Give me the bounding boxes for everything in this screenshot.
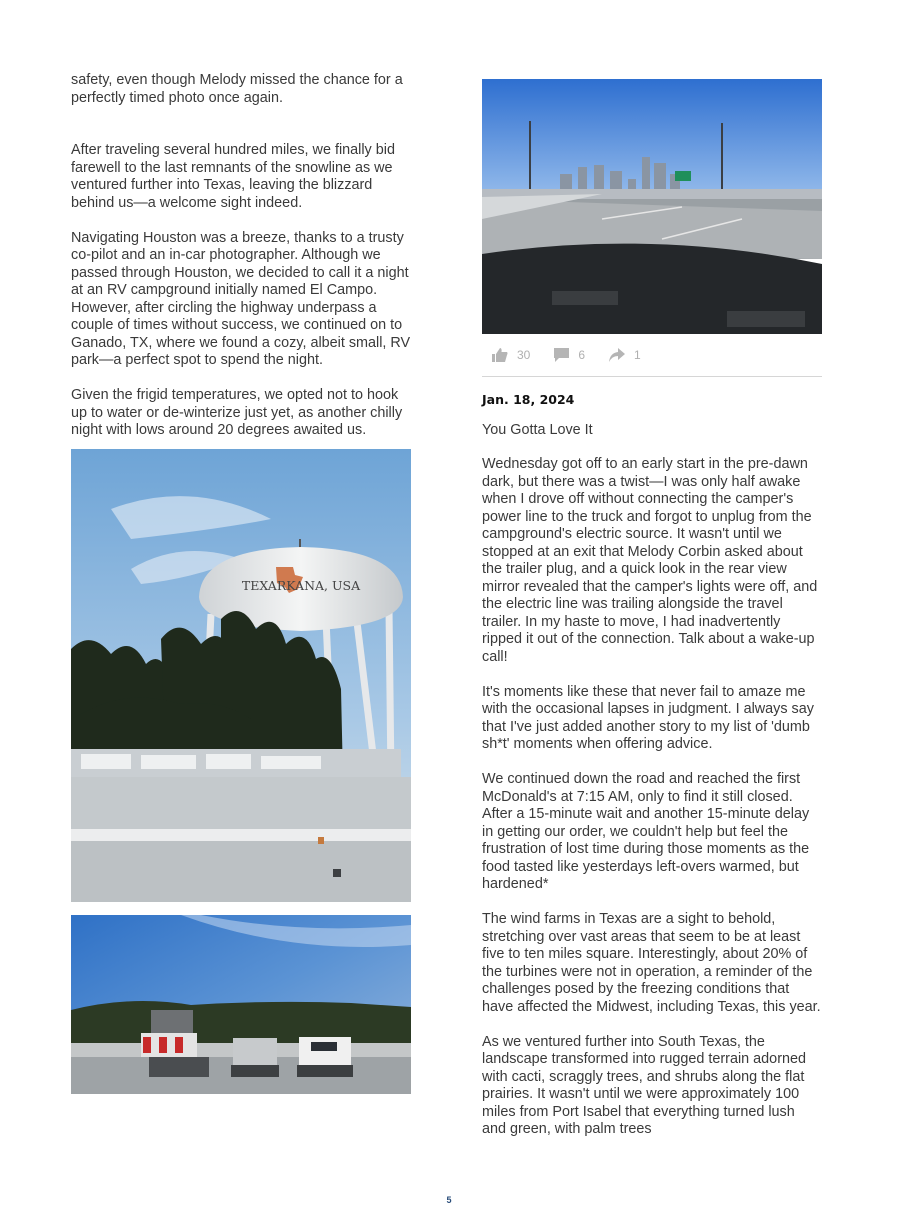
paragraph: Given the frigid temperatures, we opted not to hook up to water or de-winterize just yet, as another chilly night with lows around 20 degrees awaited us.: [71, 387, 403, 438]
share-button[interactable]: [609, 348, 641, 362]
page-number: 5: [446, 1195, 452, 1205]
paragraph: Wednesday got off to an early start in the pre-dawn dark, but there was a twist—I was only half awake when I drove off without connecting the camper's power line to the truck and forgot to unplug from the campground's electric source. It wasn't until we stopped at an exit that Melody Corbin asked about the trailer plug, and a quick look in the rear view mirror revealed that the camper's lights were off, and the electric line was trailing alongside the travel trailer. In my haste to move, I had inadvertently ripped it out of the connection. Talk about a wake-up call!: [482, 456, 818, 665]
comment-button[interactable]: [554, 348, 585, 362]
like-count: 30: [517, 348, 531, 362]
comment-count: 6: [578, 348, 586, 362]
water-tower-lettering: TEXARKANA, USA: [241, 577, 361, 593]
post-date: Jan. 18, 2024: [482, 392, 575, 407]
paragraph: The wind farms in Texas are a sight to behold, stretching over vast areas that seem to be at least five to ten miles square. Interestingly, about 20% of the turbines were not in operation, a reminder of the challenges posed by the freezing conditions that have affected the Midwest, including Texas, this year.: [482, 911, 821, 1015]
paragraph: Navigating Houston was a breeze, thanks to a trusty co-pilot and an in-car photographer. Although we passed through Houston, we decided to call it a night at an RV campground initially named El Campo. However, after circling the highway underpass a couple of times without success, we continued on to Ganado, TX, where we found a cozy, albeit small, RV park—a perfect spot to spend the night.: [71, 229, 411, 368]
paragraph: As we ventured further into South Texas, the landscape transformed into rugged terrain adorned with cacti, scraggly trees, and shrubs along the flat prairies. It wasn't until we were approximately 100 miles from Port Isabel that everything turned lush and green, with palm trees: [482, 1033, 806, 1137]
water-tower-photo: [71, 449, 411, 902]
post-title: You Gotta Love It: [482, 422, 593, 438]
thumbs-up-icon: [492, 348, 508, 362]
social-actions-bar: [482, 334, 822, 377]
share-icon: [609, 348, 625, 362]
highway-traffic-photo: [71, 915, 411, 1094]
like-button[interactable]: [492, 348, 530, 362]
share-count: 1: [634, 348, 641, 362]
left-column: [71, 72, 411, 1094]
paragraph: After traveling several hundred miles, we finally bid farewell to the last remnants of the snowline as we ventured further into Texas, leaving the blizzard behind us—a welcome sight indeed.: [71, 142, 395, 211]
paragraph: We continued down the road and reached the first McDonald's at 7:15 AM, only to find it still closed. After a 15-minute wait and another 15-minute delay in getting our order, we couldn't help but feel the frustration of lost time during those moments as the food tasted like yesterdays left-overs warmed, but hardened*: [482, 771, 810, 892]
paragraph: safety, even though Melody missed the chance for a perfectly timed photo once again.: [71, 72, 403, 106]
paragraph: It's moments like these that never fail to amaze me with the occasional lapses in judgment. I always say that I've just added another story to my list of 'dumb sh*t' moments when offering advice.: [482, 683, 814, 752]
houston-skyline-photo: [482, 79, 822, 334]
comment-icon: [554, 348, 569, 362]
right-column: [482, 79, 822, 1139]
